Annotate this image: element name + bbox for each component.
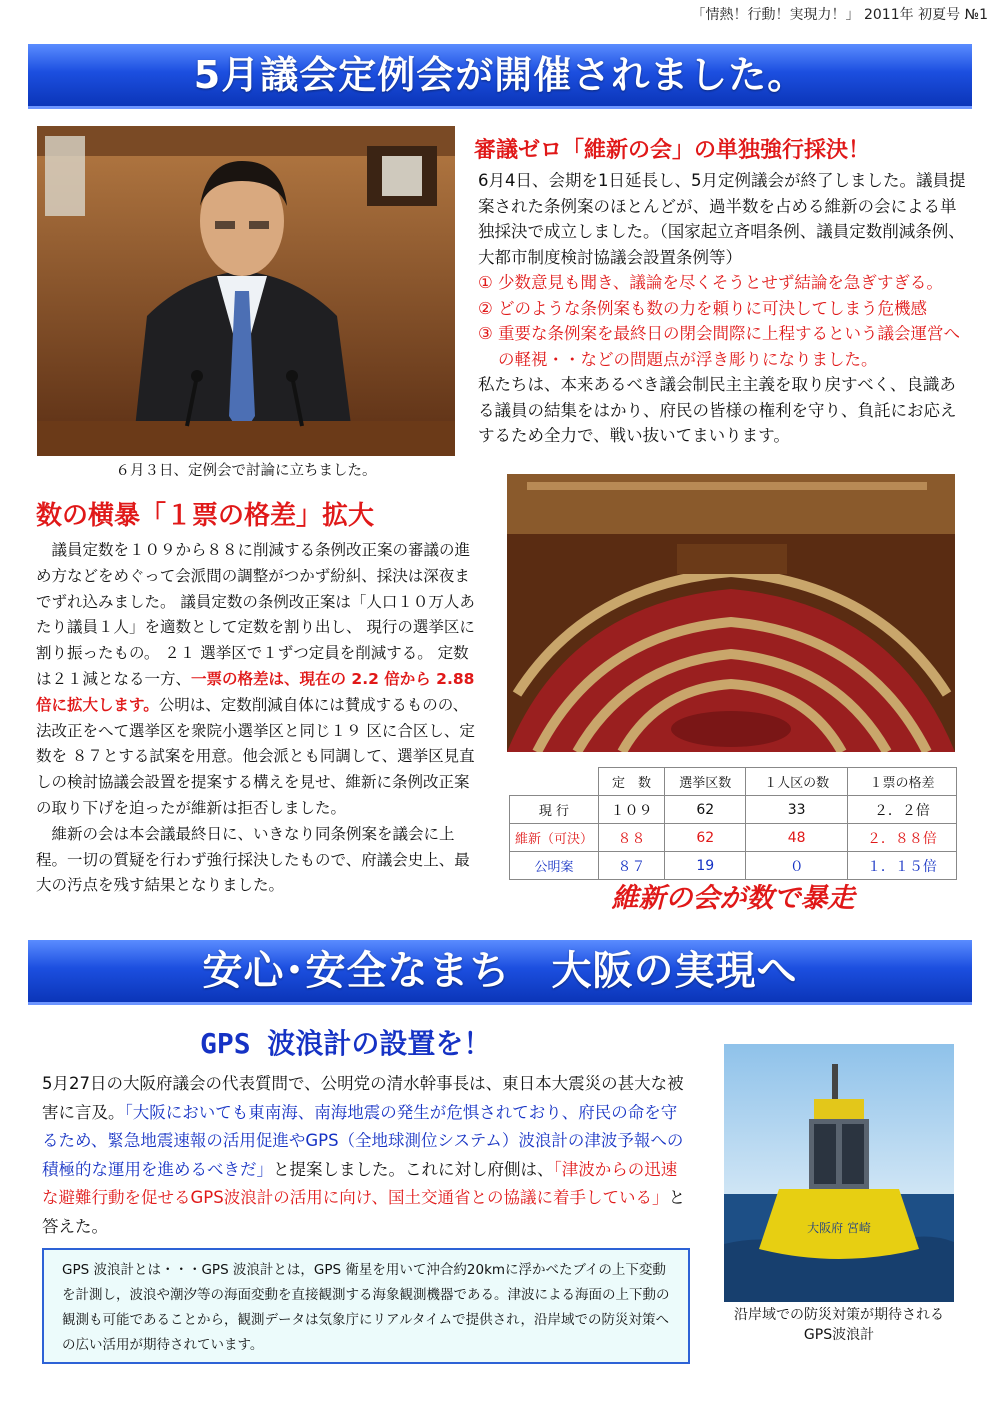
table-header-cell bbox=[510, 768, 599, 796]
article1-conclusion: 私たちは、本来あるべき議会制民主主義を取り戻すべく、良識ある議員の結集をはかり、府民の皆様の権利を守り、負託にお応えするため全力で、戦い抜いてまいります。 bbox=[478, 375, 957, 445]
article1-point-2: ② どのような条例案も数の力を頼りに可決してしまう危機感 bbox=[478, 298, 928, 318]
buoy-photo bbox=[724, 1044, 954, 1302]
article1-body bbox=[478, 168, 970, 449]
table-cell: ８７ bbox=[599, 852, 665, 880]
speaker-photo bbox=[37, 126, 455, 456]
chamber-photo-image bbox=[507, 474, 955, 752]
speaker-photo-caption: ６月３日、定例会で討論に立ちました。 bbox=[115, 463, 377, 479]
article1-point-1: ① 少数意見も聞き、議論を尽くそうとせず結論を急ぎすぎる。 bbox=[478, 273, 943, 292]
vote-comparison-table bbox=[509, 767, 957, 880]
gps-text-blue: 「大阪においても東南海、南海地震の発生が危惧されており、府民の命を守るため、緊急地震速報の活用促進やGPS（全地球測位システム）波浪計の津波予報への積極的な運用を進めるべきだ」 bbox=[42, 1102, 684, 1179]
issue-label: 「情熱！行動！実現力！」 2011年 初夏号 №1 bbox=[691, 7, 988, 23]
table-cell: ２．２倍 bbox=[847, 796, 956, 824]
table-cell: 19 bbox=[665, 852, 746, 880]
buoy-label: 大阪府 宮崎 bbox=[807, 1221, 871, 1235]
table-row bbox=[510, 824, 957, 852]
gps-article-body bbox=[42, 1070, 692, 1241]
gps-text-red: 「津波からの迅速な避難行動を促せるGPS波浪計の活用に向け、国土交通省との協議に着手している」 bbox=[42, 1159, 678, 1207]
table-cell: ８８ bbox=[599, 824, 665, 852]
chamber-photo bbox=[507, 474, 955, 752]
section2-banner: 安心･安全なまち 大阪の実現へ bbox=[28, 940, 972, 1005]
table-row-label: 現 行 bbox=[510, 796, 599, 824]
article2-text-red: 一票の格差は、現在の 2.2 倍から 2.88 倍に拡大します。 bbox=[36, 669, 475, 714]
buoy-caption-line2: GPS波浪計 bbox=[803, 1327, 875, 1343]
slogan: 維新の会が数で暴走 bbox=[611, 883, 855, 914]
table-header-cell: １人区の数 bbox=[746, 768, 847, 796]
table-header-cell: 定 数 bbox=[599, 768, 665, 796]
table-header-row bbox=[510, 768, 957, 796]
article2-text-before: 議員定数を１０９から８８に削減する条例改正案の審議の進め方などをめぐって会派間の調整がつかず紛糾、採決は深夜までずれ込みました。 議員定数の条例改正案は「人口１０万人あたり議員１人」を適数として定数を割り出し、 現行の選挙区に割り振ったもの。 ２１ 選挙区で１ずつ定員を削減する。 定数は２１減となる一方、 bbox=[36, 541, 475, 688]
table-cell: １０９ bbox=[599, 796, 665, 824]
table-row bbox=[510, 796, 957, 824]
article1-point-3: ③ 重要な条例案を最終日の閉会間際に上程するという議会運営への軽視・・などの問題点が浮き彫りになりました。 bbox=[478, 324, 961, 369]
buoy-caption bbox=[710, 1305, 968, 1345]
table-cell: 62 bbox=[665, 796, 746, 824]
article2-heading: 数の横暴「１票の格差」拡大 bbox=[36, 501, 375, 531]
table-cell: １．１５倍 bbox=[847, 852, 956, 880]
article1-intro: 6月4日、会期を1日延長し、5月定例議会が終了しました。議員提案された条例案のほとんどが、過半数を占める維新の会による単独採決で成立しました。（国家起立斉唱条例、議員定数削減条例、大都市制度検討協議会設置条例等） bbox=[478, 171, 966, 267]
gps-text-mid: と提案しました。これに対し府側は、 bbox=[273, 1159, 554, 1179]
table-row-label: 維新（可決） bbox=[510, 824, 599, 852]
table-header-cell: 選挙区数 bbox=[665, 768, 746, 796]
table-cell: ０ bbox=[746, 852, 847, 880]
table-row-label: 公明案 bbox=[510, 852, 599, 880]
table-header-cell: １票の格差 bbox=[847, 768, 956, 796]
gps-heading: GPS 波浪計の設置を！ bbox=[200, 1027, 492, 1060]
article2-text-after2: 維新の会は本会議最終日に、いきなり同条例案を議会に上程。一切の質疑を行わず強行採決したもので、府議会史上、最大の汚点を残す結果となりました。 bbox=[36, 824, 470, 895]
article2-body bbox=[36, 538, 476, 899]
table-cell: 62 bbox=[665, 824, 746, 852]
article2-text-after: 公明は、定数削減自体には賛成するものの、法改正をへて選挙区を衆院小選挙区と同じ１９ 区に合区し、定数を ８７とする試案を用意。他会派とも同調して、選挙区見直しの検討協議会設置を提案する構えを見せ、維新に条例改正案の取り下げを迫ったが維新は拒否しました。 bbox=[36, 695, 475, 817]
buoy-caption-line1: 沿岸域での防災対策が期待される bbox=[734, 1307, 944, 1323]
table-cell: 33 bbox=[746, 796, 847, 824]
table-cell: 48 bbox=[746, 824, 847, 852]
gps-text-intro: 5月27日の大阪府議会の代表質問で、公明党の清水幹事長は、東日本大震災の甚大な被害に言及。 bbox=[42, 1074, 684, 1122]
article1-heading: 審議ゼロ「維新の会」の単独強行採決！ bbox=[474, 138, 871, 163]
gps-definition-box: GPS 波浪計とは・・・GPS 波浪計とは，GPS 衛星を用いて沖合約20kmに浮かべたブイの上下変動を計測し，波浪や潮汐等の海面変動を直接観測する海象観測機器である。津波による海面の上下動の観測も可能であることから，観測データは気象庁にリアルタイムで提供され，沿岸域での防災対策への広い活用が期待されています。 bbox=[42, 1248, 690, 1364]
gps-text-end: と答えた。 bbox=[42, 1188, 686, 1236]
buoy-photo-image bbox=[724, 1044, 954, 1302]
speaker-photo-image bbox=[37, 126, 455, 456]
section1-banner: 5月議会定例会が開催されました。 bbox=[28, 44, 972, 109]
table-cell: ２．８８倍 bbox=[847, 824, 956, 852]
